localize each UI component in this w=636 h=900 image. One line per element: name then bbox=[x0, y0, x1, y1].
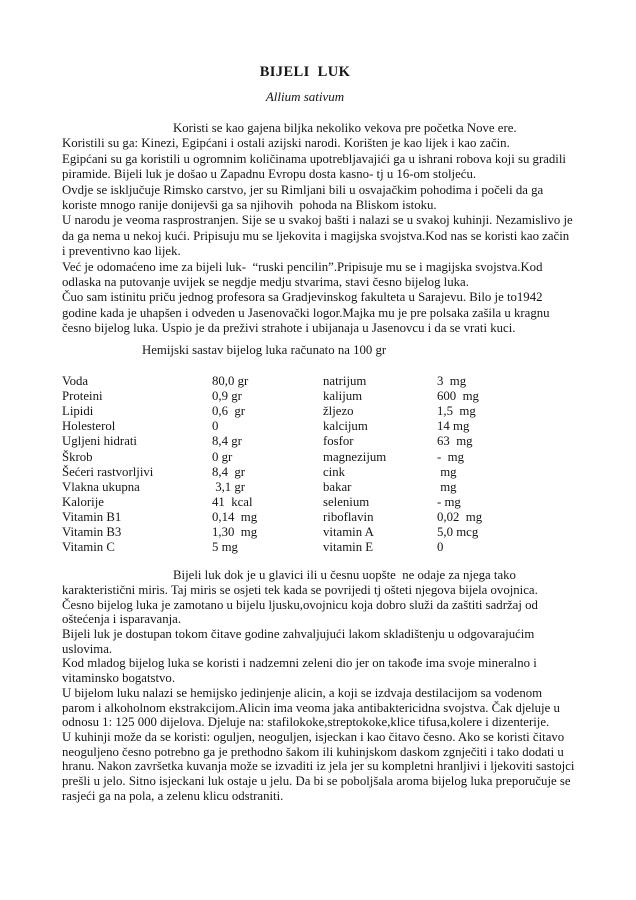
table-row bbox=[62, 404, 610, 419]
mineral-value: 3 mg bbox=[437, 374, 467, 389]
nutrient-label: Vitamin B3 bbox=[62, 525, 122, 540]
text-line: vitaminsko bogatstvo. bbox=[62, 671, 176, 686]
table-row bbox=[62, 495, 610, 510]
nutrient-value: 3,1 gr bbox=[212, 479, 246, 494]
nutrient-value: 0 gr bbox=[212, 449, 233, 464]
text-line: piramide. Bijeli luk je došao u Zapadnu Evropu dosta kasno- tj u 16-om stoljeću. bbox=[62, 167, 477, 182]
body-paragraph bbox=[62, 568, 610, 803]
nutrient-value: 5 mg bbox=[212, 540, 238, 555]
mineral-value: 63 mg bbox=[437, 434, 473, 449]
mineral-value: 600 mg bbox=[437, 389, 479, 404]
text-line: U kuhinji može da se koristi: oguljen, neoguljen, isjeckan i kao čitavo česno. Ako se koristi čitavo bbox=[62, 729, 565, 744]
table-row bbox=[62, 525, 610, 540]
nutrient-value: 1,30 mg bbox=[212, 525, 258, 540]
mineral-value: 14 mg bbox=[437, 419, 470, 434]
mineral-value: mg bbox=[437, 464, 457, 479]
mineral-label: riboflavin bbox=[323, 509, 374, 524]
text-line: rasjeći ga na pola, a zelenu klicu odstraniti. bbox=[62, 788, 284, 803]
mineral-value: 1,5 mg bbox=[437, 404, 476, 419]
mineral-label: kalcijum bbox=[323, 419, 368, 434]
text-line: Bijeli luk je dostupan tokom čitave godine zahvaljujući lakom skladištenju u odgovarajućim bbox=[62, 627, 535, 642]
text-line: Koristili su ga: Kinezi, Egipćani i ostali azijski narodi. Korišten je kao lijek i kao začin. bbox=[62, 136, 510, 151]
document-title: BIJELI LUK bbox=[259, 64, 351, 80]
document-subtitle: Allium sativum bbox=[265, 89, 345, 104]
mineral-value: mg bbox=[437, 479, 457, 494]
text-line: uslovima. bbox=[62, 641, 113, 656]
nutrient-value: 0,6 gr bbox=[212, 404, 246, 419]
mineral-label: bakar bbox=[323, 479, 352, 494]
composition-table-heading: Hemijski sastav bijelog luka računato na 100 gr bbox=[142, 342, 387, 357]
mineral-label: vitamin E bbox=[323, 540, 374, 555]
text-line: karakteristični miris. Taj miris se osjeti tek kada se povrijedi tj ošteti njegova bijela ovojnica. bbox=[62, 582, 538, 597]
nutrient-label: Voda bbox=[62, 374, 89, 389]
text-line: prešli u jelo. Sitno isjeckani luk ostaje u jelu. Da bi se poboljšala aroma bijelog luka preporučuje se bbox=[62, 774, 571, 789]
mineral-label: žljezo bbox=[323, 404, 354, 419]
mineral-label: kalijum bbox=[323, 389, 363, 404]
table-row bbox=[62, 510, 610, 525]
text-line: Egipćani su ga koristili u ogromnim količinama upotrebljavajići ga u ishrani robova koji su gradili bbox=[62, 151, 566, 166]
nutrient-label: Holesterol bbox=[62, 419, 116, 434]
mineral-value: - mg bbox=[437, 494, 461, 509]
nutrient-value: 8,4 gr bbox=[212, 434, 242, 449]
nutrient-label: Škrob bbox=[62, 449, 93, 464]
nutrient-value: 0,9 gr bbox=[212, 389, 242, 404]
mineral-label: magnezijum bbox=[323, 449, 387, 464]
text-line: oštećenja i isparavanja. bbox=[62, 612, 182, 627]
text-line: Ovdje se isključuje Rimsko carstvo, jer su Rimljani bili u osvajačkim pohodima i počeli da ga bbox=[62, 182, 544, 197]
text-line: i preventivno kao lijek. bbox=[62, 244, 181, 259]
table-row bbox=[62, 389, 610, 404]
text-line: odlaska na putovanje uvijek se negdje medju stvarima, stavi česno bijelog luka. bbox=[62, 275, 469, 290]
table-row bbox=[62, 419, 610, 434]
text-line: U bijelom luku nalazi se hemijsko jedinjenje alicin, a koji se izdvaja destilacijom sa vodenom bbox=[62, 685, 543, 700]
nutrient-label: Ugljeni hidrati bbox=[62, 434, 137, 449]
mineral-label: natrijum bbox=[323, 374, 367, 389]
table-row bbox=[62, 465, 610, 480]
text-line: koriste mnogo ranije donijevši ga sa njihovih pohoda na Bliskom istoku. bbox=[62, 198, 437, 213]
text-line: Kod mladog bijelog luka se koristi i nadzemni zeleni dio jer on takođe ima svoje mineralno i bbox=[62, 656, 537, 671]
intro-paragraph bbox=[62, 121, 610, 337]
mineral-value: 5,0 mcg bbox=[437, 525, 479, 540]
nutrient-value: 80,0 gr bbox=[212, 374, 249, 389]
mineral-value: 0 bbox=[437, 540, 444, 555]
text-line: Bijeli luk dok je u glavici ili u česnu uopšte ne odaje za njega tako bbox=[173, 568, 516, 583]
text-line: da ga nema u nekoj kući. Pripisuju mu se ljekovita i magijska svojstva.Kod nas se koristi kao začin bbox=[62, 228, 570, 243]
table-row bbox=[62, 374, 610, 389]
text-line: česno bijelog luka. Uspio je da preživi strahote i ubijanaja u Jasenovcu i da se vrati kuci. bbox=[62, 321, 516, 336]
mineral-value: 0,02 mg bbox=[437, 509, 483, 524]
nutrient-label: Kalorije bbox=[62, 494, 104, 509]
text-line: Već je odomaćeno ime za bijeli luk- “ruski pencilin”.Pripisuje mu se i magijska svojstva.Kod bbox=[62, 259, 543, 274]
composition-table bbox=[62, 374, 610, 555]
text-line: hranu. Nakon završetka kuvanja može se izvaditi iz jela jer su kompletni hranljivi i ljekoviti sastojci bbox=[62, 759, 575, 774]
text-line: odnosu 1: 125 000 dijelova. Djeluje na: stafilokoke,streptokoke,klice tifusa,kolere i dizenterije. bbox=[62, 715, 550, 730]
mineral-value: - mg bbox=[437, 449, 465, 464]
table-row bbox=[62, 450, 610, 465]
mineral-label: vitamin A bbox=[323, 525, 374, 540]
table-row bbox=[62, 434, 610, 449]
table-row bbox=[62, 480, 610, 495]
nutrient-value: 0,14 mg bbox=[212, 509, 258, 524]
nutrient-label: Šećeri rastvorljivi bbox=[62, 464, 154, 479]
table-row bbox=[62, 540, 610, 555]
mineral-label: selenium bbox=[323, 494, 370, 509]
nutrient-value: 8,4 gr bbox=[212, 464, 246, 479]
mineral-label: fosfor bbox=[323, 434, 354, 449]
text-line: Česno bijelog luka je zamotano u bijelu ljusku,ovojnicu koja dobro služi da zaštiti sadržaj od bbox=[62, 597, 538, 612]
mineral-label: cink bbox=[323, 464, 346, 479]
text-line: U narodu je veoma rasprostranjen. Sije se u svakoj bašti i nalazi se u svakoj kuhinji. Nezamislivo je bbox=[62, 213, 573, 228]
text-line: godine kada je uhapšen i odveden u Jasenovački logor.Majka mu je pre polsaka zašila u kragnu bbox=[62, 305, 550, 320]
nutrient-label: Lipidi bbox=[62, 404, 94, 419]
nutrient-label: Vitamin C bbox=[62, 540, 115, 555]
text-line: neoguljeno česno potrebno ga je prethodno šakom ili kuhinjskom daskom zgnječiti i tako dodati u bbox=[62, 744, 564, 759]
nutrient-label: Proteini bbox=[62, 389, 103, 404]
nutrient-value: 0 bbox=[212, 419, 219, 434]
text-line: Čuo sam istinitu priču jednog profesora sa Gradjevinskog fakulteta u Sarajevu. Bilo je to1942 bbox=[62, 290, 543, 305]
nutrient-label: Vlakna ukupna bbox=[62, 479, 140, 494]
text-line: Koristi se kao gajena biljka nekoliko vekova pre početka Nove ere. bbox=[173, 121, 517, 135]
text-line: parom i alkoholnom ekstrakcijom.Alicin ima veoma jaka antibaktericidna svojstva. Čak djeluje u bbox=[62, 700, 560, 715]
nutrient-label: Vitamin B1 bbox=[62, 509, 122, 524]
nutrient-value: 41 kcal bbox=[212, 494, 253, 509]
title-block bbox=[62, 64, 548, 105]
